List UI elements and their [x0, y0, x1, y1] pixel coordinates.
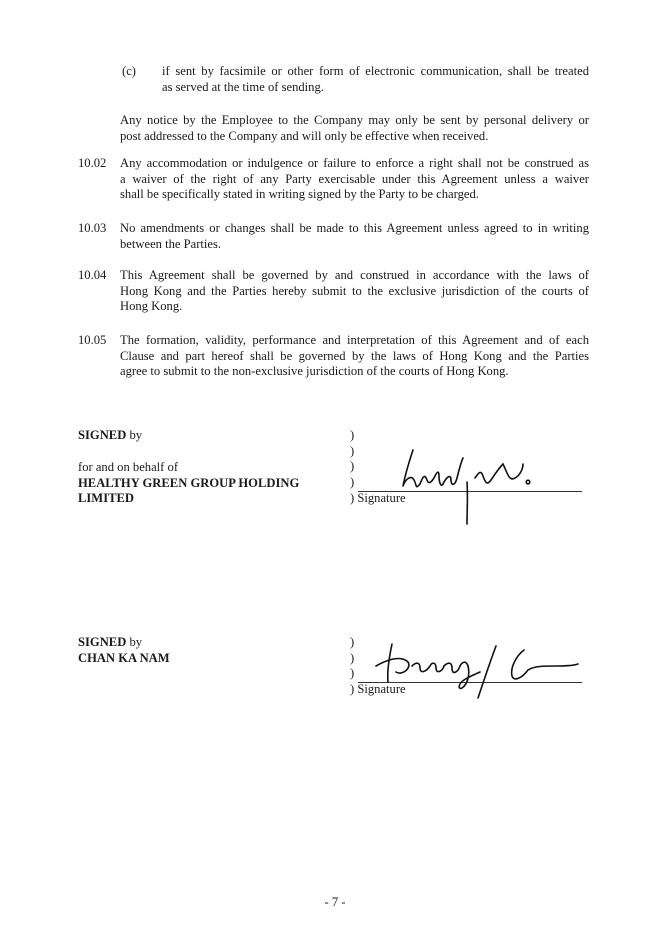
handwritten-signature-1 — [395, 440, 565, 530]
clause-line: a waiver of the right of any Party exercisable under this Agreement unless a waiver — [120, 171, 589, 186]
item-c-text — [162, 64, 589, 95]
signed-label: SIGNED — [78, 428, 127, 442]
clause-10-04-text — [120, 268, 589, 315]
notice-line: post addressed to the Company and will only be effective when received. — [120, 128, 489, 143]
signed-label: SIGNED — [78, 635, 127, 649]
notice-paragraph — [120, 113, 589, 144]
item-c-line: if sent by facsimile or other form of electronic communication, shall be treated — [162, 64, 589, 78]
signature-label: ) Signature — [350, 490, 406, 505]
clause-10-03-text — [120, 221, 589, 252]
signatory-name: CHAN KA NAM — [78, 650, 170, 665]
by-label: by — [126, 635, 143, 649]
bracket: ) — [350, 475, 355, 490]
clause-10-05-text — [120, 333, 589, 380]
clause-number: 10.02 — [78, 156, 107, 170]
bracket: ) — [350, 459, 355, 474]
notice-line: Any notice by the Employee to the Company may only be sent by personal delivery or — [120, 113, 589, 127]
company-name: LIMITED — [78, 491, 134, 505]
signature-block-individual — [78, 635, 338, 666]
company-name: HEALTHY GREEN GROUP HOLDING — [78, 475, 300, 490]
by-label: by — [126, 428, 143, 442]
item-c-label: (c) — [122, 64, 136, 78]
clause-line: The formation, validity, performance and interpretation of this Agreement and of each — [120, 333, 589, 347]
clause-number: 10.05 — [78, 333, 107, 347]
bracket: ) — [350, 635, 355, 649]
signed-by-line — [78, 428, 338, 444]
page-number: - 7 - — [324, 895, 346, 909]
clause-line: Hong Kong and the Parties hereby submit to the exclusive jurisdiction of the courts of — [120, 283, 589, 298]
bracket: ) — [350, 443, 355, 458]
clause-line: agree to submit to the non-exclusive jurisdiction of the courts of Hong Kong. — [120, 364, 509, 378]
clause-line: This Agreement shall be governed by and construed in accordance with the laws of — [120, 268, 589, 282]
company-party — [78, 460, 338, 507]
item-c-line: as served at the time of sending. — [162, 79, 324, 94]
clause-line: Clause and part hereof shall be governed by the laws of Hong Kong and the Parties — [120, 348, 589, 363]
clause-line: Hong Kong. — [120, 299, 183, 313]
signature-label: ) Signature — [350, 682, 406, 697]
clause-10-02-text — [120, 156, 589, 203]
clause-line: shall be specifically stated in writing signed by the Party to be charged. — [120, 187, 479, 201]
clause-number: 10.03 — [78, 221, 107, 235]
bracket: ) — [350, 666, 355, 681]
signed-by-line — [78, 635, 338, 651]
bracket: ) — [350, 650, 355, 665]
on-behalf-label: for and on behalf of — [78, 460, 179, 474]
signature-block-company — [78, 428, 338, 444]
handwritten-signature-2 — [372, 636, 582, 706]
clause-line: No amendments or changes shall be made to this Agreement unless agreed to in writing — [120, 221, 589, 235]
clause-number: 10.04 — [78, 268, 107, 282]
bracket: ) — [350, 428, 355, 442]
clause-line: Any accommodation or indulgence or failure to enforce a right shall not be construed as — [120, 156, 589, 170]
clause-line: between the Parties. — [120, 236, 222, 251]
